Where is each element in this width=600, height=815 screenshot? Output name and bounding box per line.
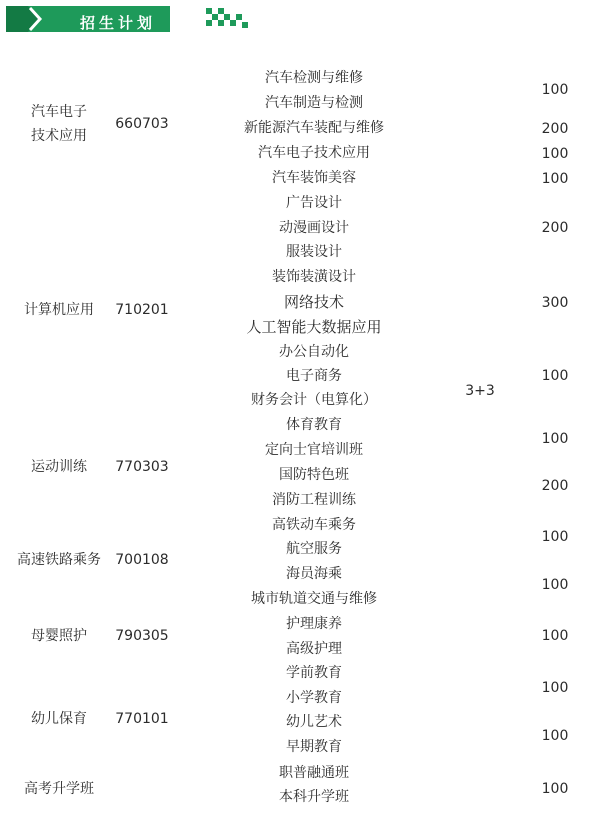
major-name: 计算机应用 [24, 302, 94, 318]
plan-count: 100 [541, 529, 569, 545]
plan-count: 200 [541, 220, 569, 236]
direction-item: 学前教育 [286, 665, 342, 681]
direction-item: 本科升学班 [279, 789, 349, 805]
major-name: 高速铁路乘务 [17, 552, 101, 568]
direction-item: 早期教育 [286, 739, 342, 755]
major-code: 790305 [115, 628, 169, 644]
direction-item: 新能源汽车装配与维修 [244, 120, 384, 136]
direction-item: 电子商务 [286, 368, 342, 384]
direction-item: 装饰装潢设计 [272, 269, 356, 285]
plan-count: 100 [541, 171, 569, 187]
major-code: 770303 [115, 459, 169, 475]
school-system: 3+3 [465, 383, 495, 399]
direction-item: 汽车装饰美容 [272, 170, 356, 186]
direction-item: 护理康养 [286, 616, 342, 632]
major-name: 幼儿保育 [31, 711, 87, 727]
direction-item: 服装设计 [286, 244, 342, 260]
major-code: 770101 [115, 711, 169, 727]
plan-count: 300 [541, 295, 569, 311]
direction-item: 海员海乘 [286, 566, 342, 582]
plan-count: 100 [541, 146, 569, 162]
major-name: 技术应用 [31, 128, 87, 144]
plan-count: 200 [541, 478, 569, 494]
plan-count: 100 [541, 368, 569, 384]
direction-item: 职普融通班 [279, 765, 349, 781]
direction-item: 办公自动化 [279, 344, 349, 360]
plan-count: 100 [541, 628, 569, 644]
major-code: 660703 [115, 116, 169, 132]
plan-count: 200 [541, 121, 569, 137]
direction-item: 城市轨道交通与维修 [251, 591, 377, 607]
page-title: 招生计划 [80, 14, 157, 32]
major-name: 运动训练 [31, 459, 87, 475]
direction-item: 汽车检测与维修 [265, 70, 363, 86]
direction-item: 财务会计（电算化） [251, 392, 377, 408]
major-code: 700108 [115, 552, 169, 568]
direction-item: 汽车制造与检测 [265, 95, 363, 111]
direction-item: 广告设计 [286, 195, 342, 211]
direction-item: 消防工程训练 [272, 492, 356, 508]
direction-item: 人工智能大数据应用 [246, 318, 382, 336]
plan-count: 100 [541, 781, 569, 797]
direction-item: 高级护理 [286, 641, 342, 657]
checker-decoration-icon [206, 8, 252, 30]
direction-item: 体育教育 [286, 417, 342, 433]
direction-item: 动漫画设计 [279, 220, 349, 236]
direction-item: 汽车电子技术应用 [258, 145, 370, 161]
direction-item: 定向士官培训班 [265, 442, 363, 458]
section-banner [6, 6, 170, 32]
major-code: 710201 [115, 302, 169, 318]
direction-item: 网络技术 [283, 293, 344, 311]
major-name: 母婴照护 [31, 628, 87, 644]
plan-count: 100 [541, 728, 569, 744]
direction-item: 高铁动车乘务 [272, 517, 356, 533]
direction-item: 航空服务 [286, 541, 342, 557]
plan-count: 100 [541, 577, 569, 593]
major-name: 汽车电子 [31, 104, 87, 120]
direction-item: 小学教育 [286, 690, 342, 706]
direction-item: 国防特色班 [279, 467, 349, 483]
plan-count: 100 [541, 680, 569, 696]
major-name: 高考升学班 [24, 781, 94, 797]
plan-count: 100 [541, 431, 569, 447]
plan-count: 100 [541, 82, 569, 98]
direction-item: 幼儿艺术 [286, 714, 342, 730]
